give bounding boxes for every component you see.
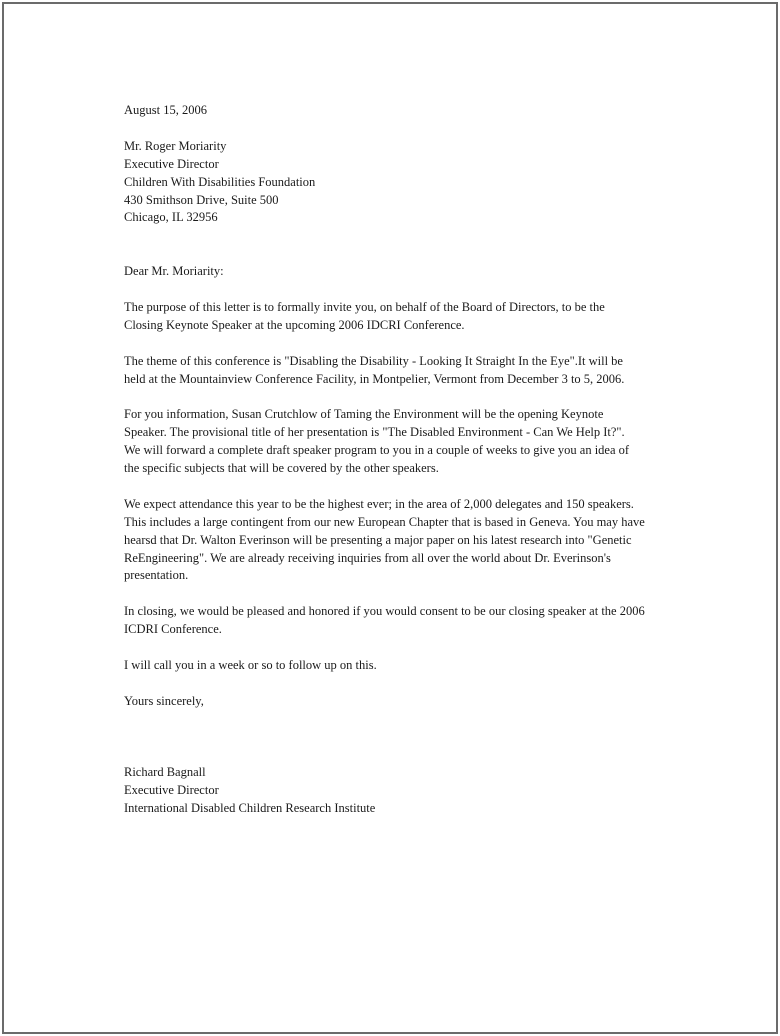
text-line: hearsd that Dr. Walton Everinson will be presenting a major paper on his latest research into "Genetic xyxy=(124,532,632,547)
text-line: We expect attendance this year to be the highest ever; in the area of 2,000 delegates and 150 speakers. xyxy=(124,496,634,511)
text-line: Closing Keynote Speaker at the upcoming 2006 IDCRI Conference. xyxy=(124,317,465,332)
text-line: held at the Mountainview Conference Facility, in Montpelier, Vermont from December 3 to 5, 2006. xyxy=(124,371,625,386)
paragraph-theme xyxy=(124,353,684,389)
spacer xyxy=(124,639,684,657)
spacer xyxy=(124,388,684,406)
spacer xyxy=(124,335,684,353)
signature-block xyxy=(124,764,684,818)
paragraph-invitation xyxy=(124,299,684,335)
text-line: Speaker. The provisional title of her presentation is "The Disabled Environment - Can We Help It?". xyxy=(124,425,625,440)
recipient-city: Chicago, IL 32956 xyxy=(124,210,218,225)
letter-date: August 15, 2006 xyxy=(124,103,207,117)
text-line: ReEngineering". We are already receiving inquiries from all over the world about Dr. Everinson's xyxy=(124,550,611,565)
recipient-block xyxy=(124,138,684,228)
text-line: In closing, we would be pleased and honored if you would consent to be our closing speaker at the 2006 xyxy=(124,604,645,619)
salutation: Dear Mr. Moriarity: xyxy=(124,264,224,279)
signature-space xyxy=(124,711,684,765)
complimentary-close: Yours sincerely, xyxy=(124,693,204,708)
text-line: presentation. xyxy=(124,568,189,583)
text-line: We will forward a complete draft speaker program to you in a couple of weeks to give you an idea of xyxy=(124,443,630,458)
text-line: I will call you in a week or so to follow up on this. xyxy=(124,657,377,672)
text-line: This includes a large contingent from our new European Chapter that is based in Geneva. You may have xyxy=(124,514,645,529)
spacer xyxy=(124,281,684,299)
paragraph-attendance xyxy=(124,496,684,586)
recipient-name: Mr. Roger Moriarity xyxy=(124,138,227,153)
sender-name: Richard Bagnall xyxy=(124,765,206,780)
recipient-title: Executive Director xyxy=(124,156,219,171)
spacer xyxy=(124,120,684,138)
text-line: For you information, Susan Crutchlow of Taming the Environment will be the opening Keynote xyxy=(124,407,604,422)
paragraph-closing-request xyxy=(124,603,684,639)
paragraph-follow-up xyxy=(124,657,684,675)
paragraph-opening-speaker xyxy=(124,406,684,478)
text-line: the specific subjects that will be covered by the other speakers. xyxy=(124,461,439,476)
recipient-organization: Children With Disabilities Foundation xyxy=(124,174,316,189)
spacer xyxy=(124,585,684,603)
letter-body xyxy=(124,102,684,818)
text-line: The theme of this conference is "Disabling the Disability - Looking It Straight In the Eye".It will be xyxy=(124,353,623,368)
spacer xyxy=(124,675,684,693)
sender-organization: International Disabled Children Research Institute xyxy=(124,801,376,816)
sender-title: Executive Director xyxy=(124,783,219,798)
text-line: The purpose of this letter is to formally invite you, on behalf of the Board of Directors, to be the xyxy=(124,299,605,314)
spacer xyxy=(124,227,684,263)
spacer xyxy=(124,478,684,496)
text-line: ICDRI Conference. xyxy=(124,622,222,637)
recipient-street: 430 Smithson Drive, Suite 500 xyxy=(124,192,279,207)
page-frame xyxy=(2,2,778,1034)
